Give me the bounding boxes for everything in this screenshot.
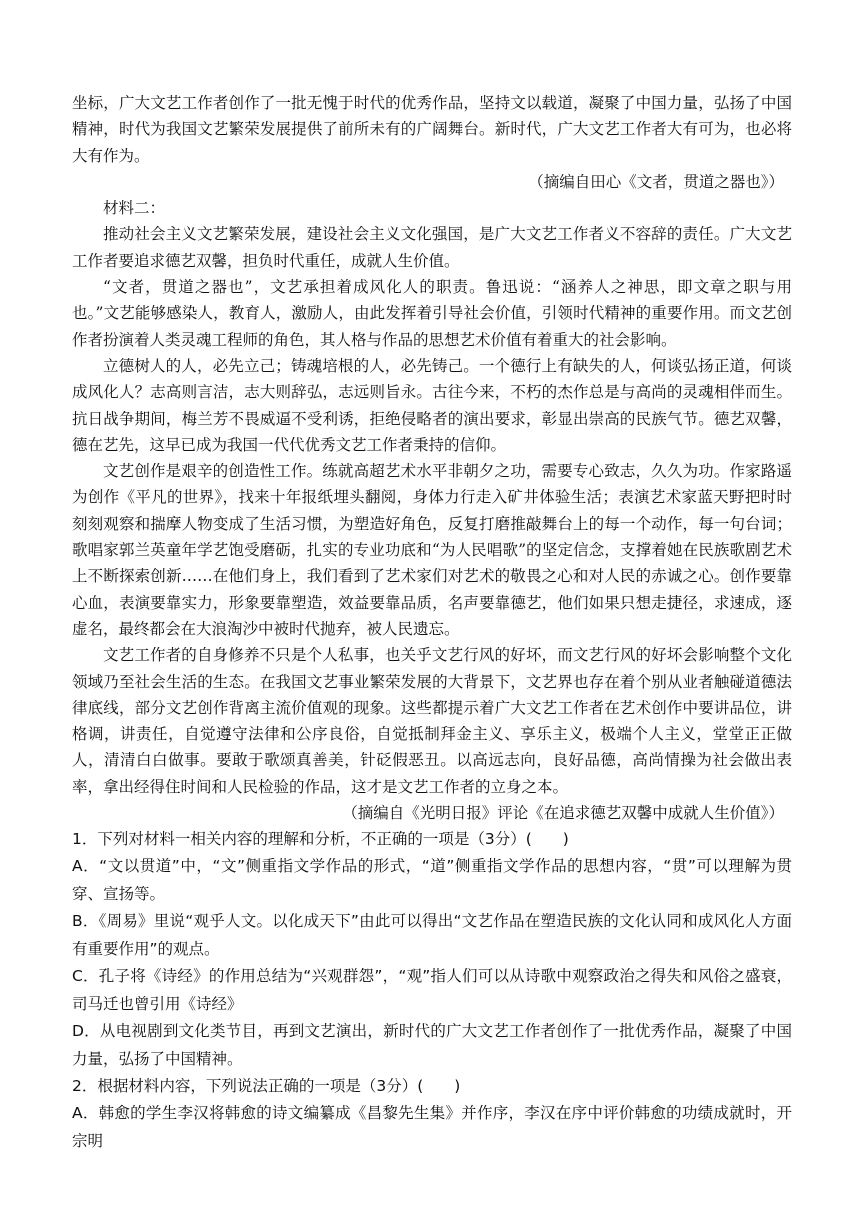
question-1-stem: 1．下列对材料一相关内容的理解和分析，不正确的一项是（3分）( ) (72, 830, 569, 849)
question-1-option-b[interactable]: B．《周易》里说“观乎人文。以化成天下”由此可以得出“文艺作品在塑造民族的文化认同和成风化人方面有重要作用”的观点。 (72, 912, 792, 958)
material2-paragraph: 文艺工作者的自身修养不只是个人私事，也关乎文艺行风的好坏，而文艺行风的好坏会影响整个文化领域乃至社会生活的生态。在我国文艺事业繁荣发展的大背景下，文艺界也存在着个别从业者触碰道德法律底线，部分文艺创作背离主流价值观的现象。这些都提示着广大文艺工作者在艺术创作中要讲品位，讲格调，讲责任，自觉遵守法律和公序良俗，自觉抵制拜金主义、享乐主义，极端个人主义，堂堂正正做人，清清白白做事。要敢于歌颂真善美，针砭假恶丑。以高远志向，良好品德，高尚情操为社会做出表率，拿出经得住时间和人民检验的作品，这才是文艺工作者的立身之本。 (72, 646, 792, 796)
material2-paragraph: 立德树人的人，必先立己；铸魂培根的人，必先铸己。一个德行上有缺失的人，何谈弘扬正道，何谈成风化人？志高则言洁，志大则辞弘，志远则旨永。古往今来，不朽的杰作总是与高尚的灵魂相伴而生。抗日战争期间，梅兰芳不畏威逼不受利诱，拒绝侵略者的演出要求，彰显出崇高的民族气节。德艺双馨，德在艺先，这早已成为我国一代代优秀文艺工作者秉持的信仰。 (72, 356, 792, 454)
material2-paragraph: “文者，贯道之器也”，文艺承担着成风化人的职责。鲁迅说：“涵养人之神思，即文章之职与用也。”文艺能够感染人，教育人，激励人，由此发挥着引导社会价值，引领时代精神的重要作用。而文艺创作者扮演着人类灵魂工程师的角色，其人格与作品的思想艺术价值有着重大的社会影响。 (72, 278, 792, 349)
material2-paragraph: 推动社会主义文艺繁荣发展，建设社会主义文化强国，是广大文艺工作者义不容辞的责任。广大文艺工作者要追求德艺双馨，担负时代重任，成就人生价值。 (72, 225, 792, 270)
material1-closing-paragraph: 坐标，广大文艺工作者创作了一批无愧于时代的优秀作品，坚持文以载道，凝聚了中国力量，弘扬了中国精神，时代为我国文艺繁荣发展提供了前所未有的广阔舞台。新时代，广大文艺工作者大有可为，也必将大有作为。 (72, 94, 792, 165)
material1-source: （摘编自田心《文者，贯道之器也》） (528, 172, 784, 191)
question-2-stem: 2．根据材料内容，下列说法正确的一项是（3分）( ) (72, 1077, 461, 1096)
question-2-option-a[interactable]: A．韩愈的学生李汉将韩愈的诗文编纂成《昌黎先生集》并作序，李汉在序中评价韩愈的功绩成就时，开宗明 (72, 1104, 792, 1150)
material2-source: （摘编自《光明日报》评论《在追求德艺双馨中成就人生价值》） (342, 804, 784, 823)
question-1-option-c[interactable]: C．孔子将《诗经》的作用总结为“兴观群怨”，“观”指人们可以从诗歌中观察政治之得失和风俗之盛衰，司马迁也曾引用《诗经》 (72, 967, 792, 1013)
material2-paragraph: 文艺创作是艰辛的创造性工作。练就高超艺术水平非朝夕之功，需要专心致志，久久为功。作家路遥为创作《平凡的世界》，找来十年报纸埋头翻阅，身体力行走入矿井体验生活；表演艺术家蓝天野把时时刻刻观察和揣摩人物变成了生活习惯，为塑造好角色，反复打磨推敲舞台上的每一个动作，每一句台词；歌唱家郭兰英童年学艺饱受磨砺，扎实的专业功底和“为人民唱歌”的坚定信念，支撑着她在民族歌剧艺术上不断探索创新……在他们身上，我们看到了艺术家们对艺术的敬畏之心和对人民的赤诚之心。创作要靠心血，表演要靠实力，形象要靠塑造，效益要靠品质，名声要靠德艺，他们如果只想走捷径，求速成，逐虚名，最终都会在大浪淘沙中被时代抛弃，被人民遗忘。 (72, 462, 792, 638)
material2-heading: 材料二： (103, 199, 166, 218)
question-1-option-d[interactable]: D．从电视剧到文化类节目，再到文艺演出，新时代的广大文艺工作者创作了一批优秀作品，凝聚了中国力量，弘扬了中国精神。 (72, 1022, 792, 1068)
document-page (72, 90, 792, 1155)
question-1-option-a[interactable]: A．“文以贯道”中，“文”侧重指文学作品的形式，“道”侧重指文学作品的思想内容，“贯”可以理解为贯穿、宣扬等。 (72, 857, 792, 903)
